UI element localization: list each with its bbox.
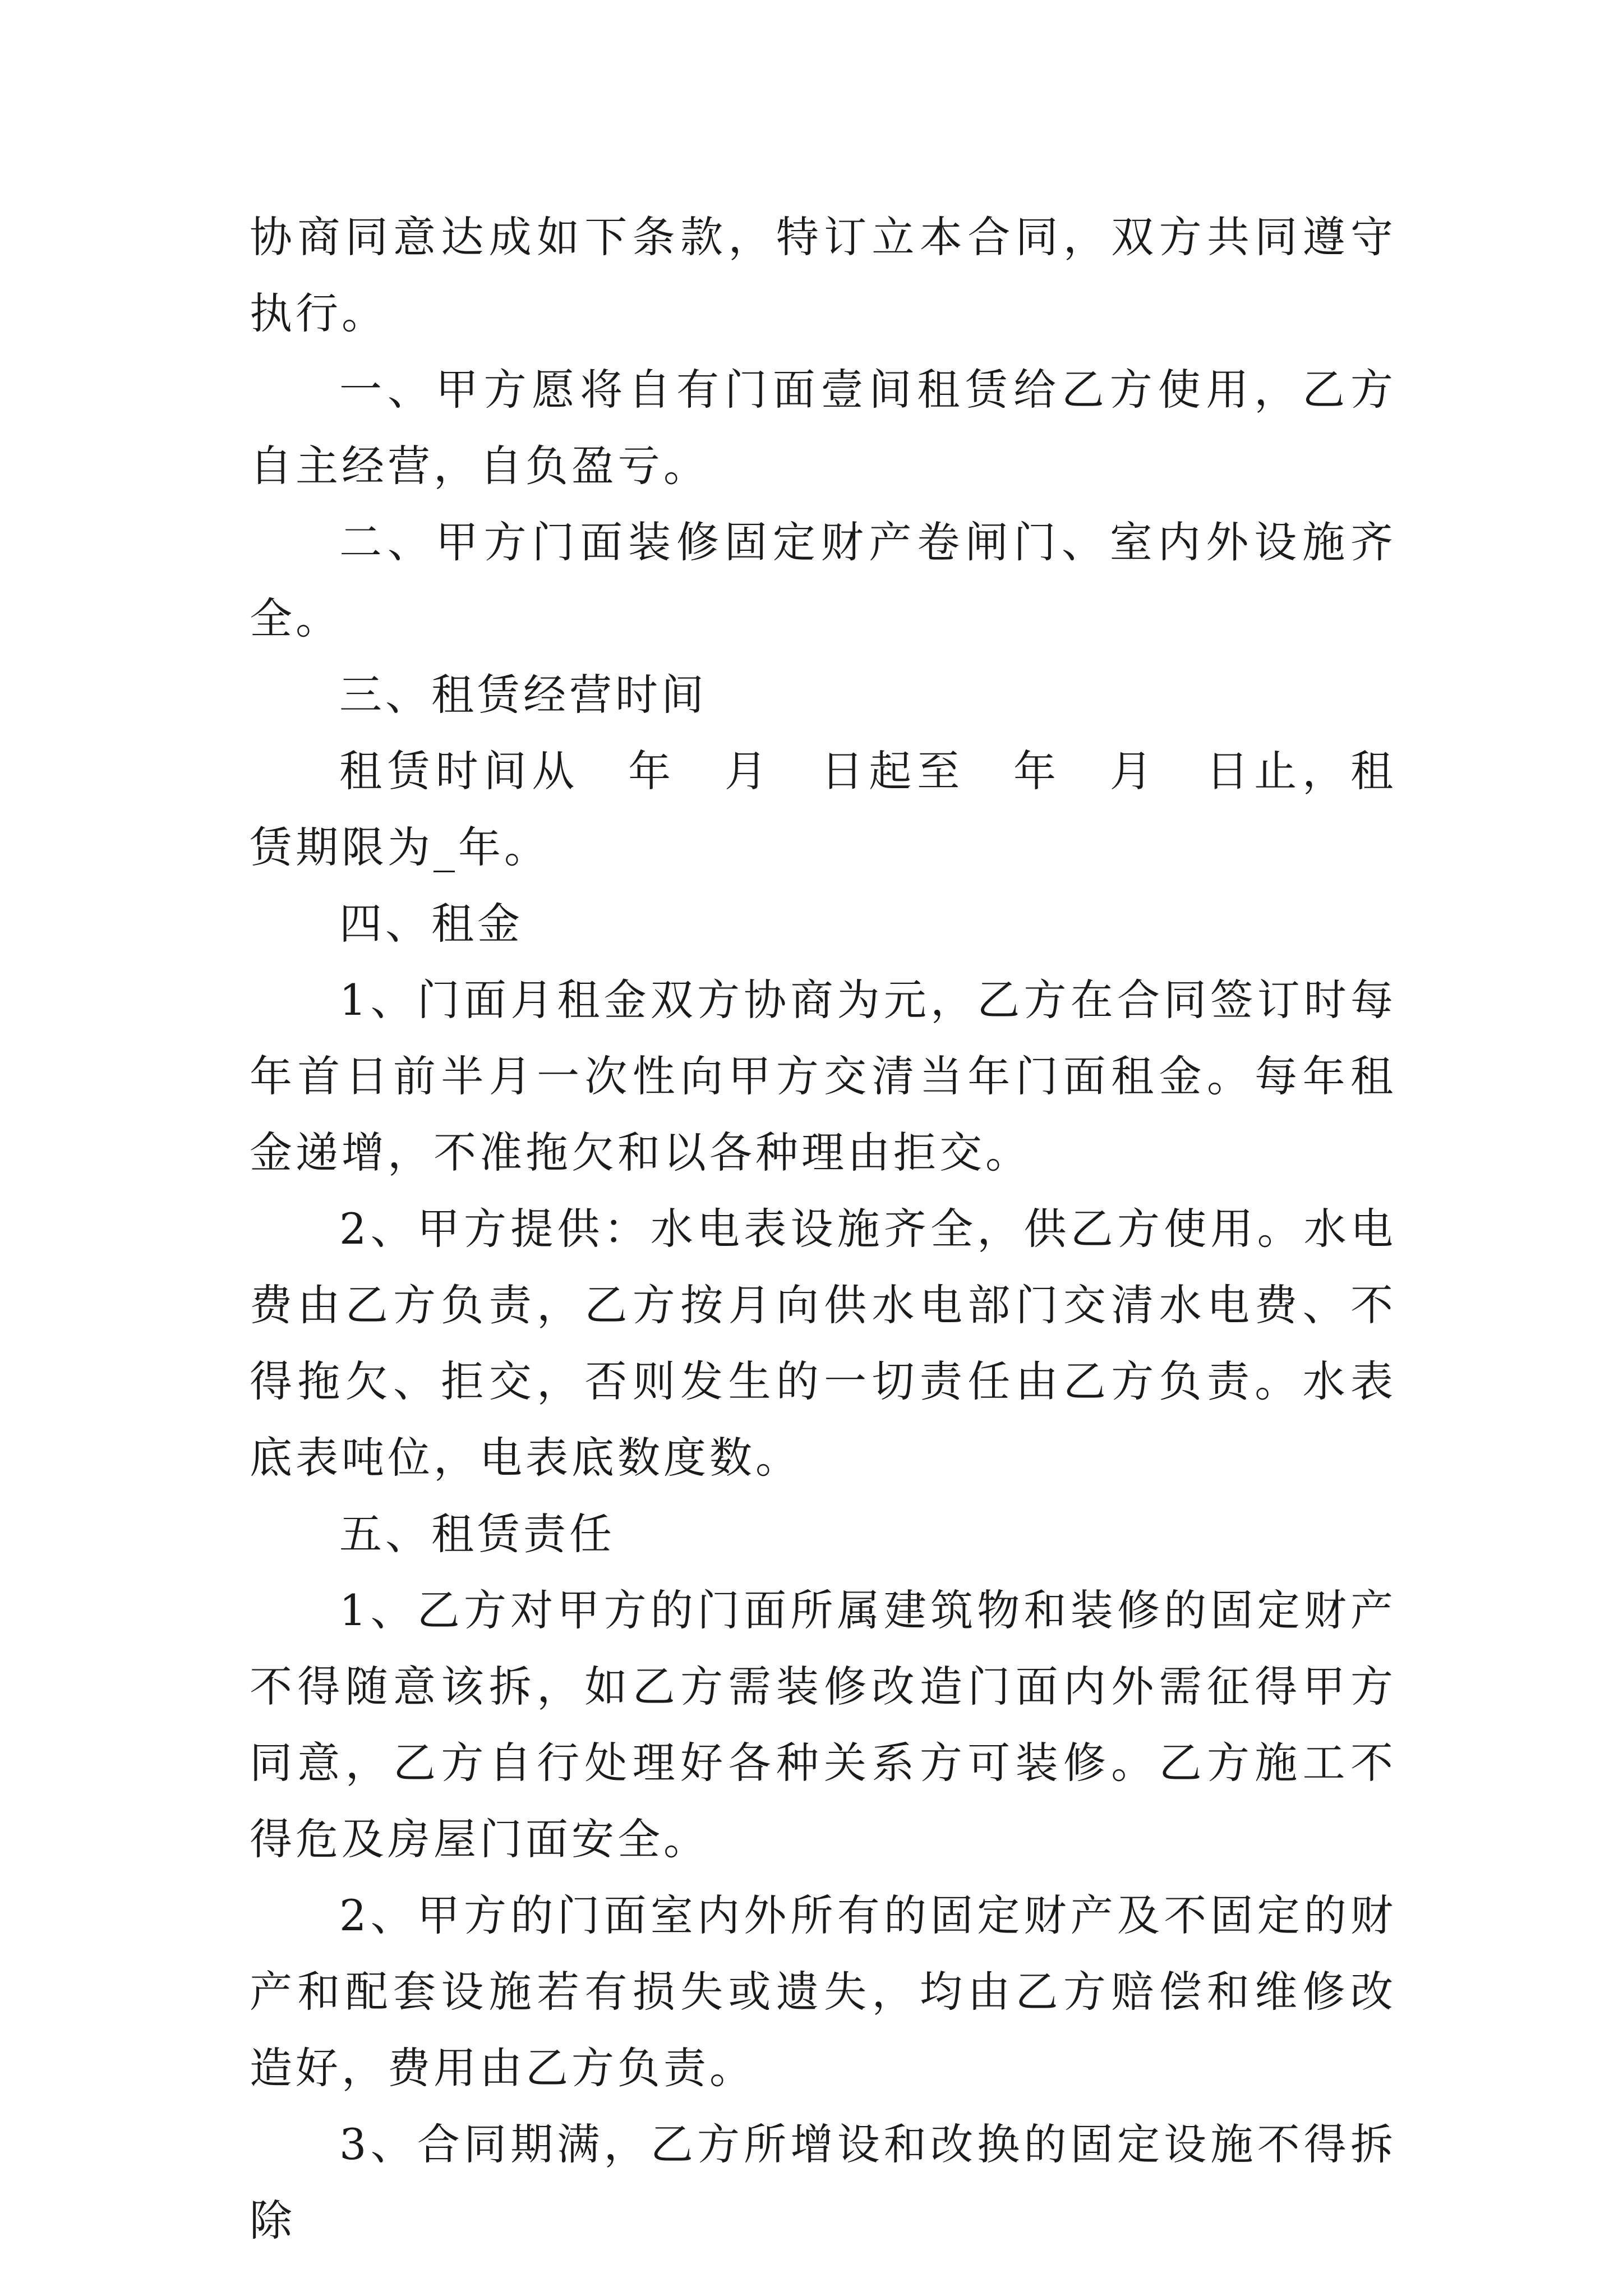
paragraph-clause-2: 二、甲方门面装修固定财产卷闸门、室内外设施齐全。 [250, 517, 1396, 643]
paragraph-clause-1: 一、甲方愿将自有门面壹间租赁给乙方使用，乙方自主经营，自负盈亏。 [250, 365, 1396, 491]
paragraph-lease-period: 租赁时间从 年 月 日起至 年 月 日止，租赁期限为_年。 [250, 746, 1396, 872]
paragraph-responsibility-2: 2、甲方的门面室内外所有的固定财产及不固定的财产和配套设施若有损失或遗失，均由乙方赔偿和维修改造好，费用由乙方负责。 [250, 1890, 1396, 2093]
heading-lease-responsibility: 五、租赁责任 [339, 1509, 615, 1559]
paragraph-responsibility-3: 3、合同期满，乙方所增设和改换的固定设施不得拆除 [250, 2119, 1396, 2246]
heading-lease-term: 三、租赁经营时间 [339, 670, 707, 720]
contract-body [250, 199, 1396, 2259]
paragraph-intro: 协商同意达成如下条款，特订立本合同，双方共同遵守执行。 [250, 212, 1396, 338]
paragraph-rent-1: 1、门面月租金双方协商为元，乙方在合同签订时每年首日前半月一次性向甲方交清当年门面租金。每年租金递增，不准拖欠和以各种理由拒交。 [250, 975, 1396, 1177]
paragraph-rent-2: 2、甲方提供：水电表设施齐全，供乙方使用。水电费由乙方负责，乙方按月向供水电部门交清水电费、不得拖欠、拒交，否则发生的一切责任由乙方负责。水表底表吨位，电表底数度数。 [250, 1204, 1396, 1483]
paragraph-responsibility-1: 1、乙方对甲方的门面所属建筑物和装修的固定财产不得随意该拆，如乙方需装修改造门面内外需征得甲方同意，乙方自行处理好各种关系方可装修。乙方施工不得危及房屋门面安全。 [250, 1585, 1396, 1864]
heading-rent: 四、租金 [339, 899, 523, 949]
